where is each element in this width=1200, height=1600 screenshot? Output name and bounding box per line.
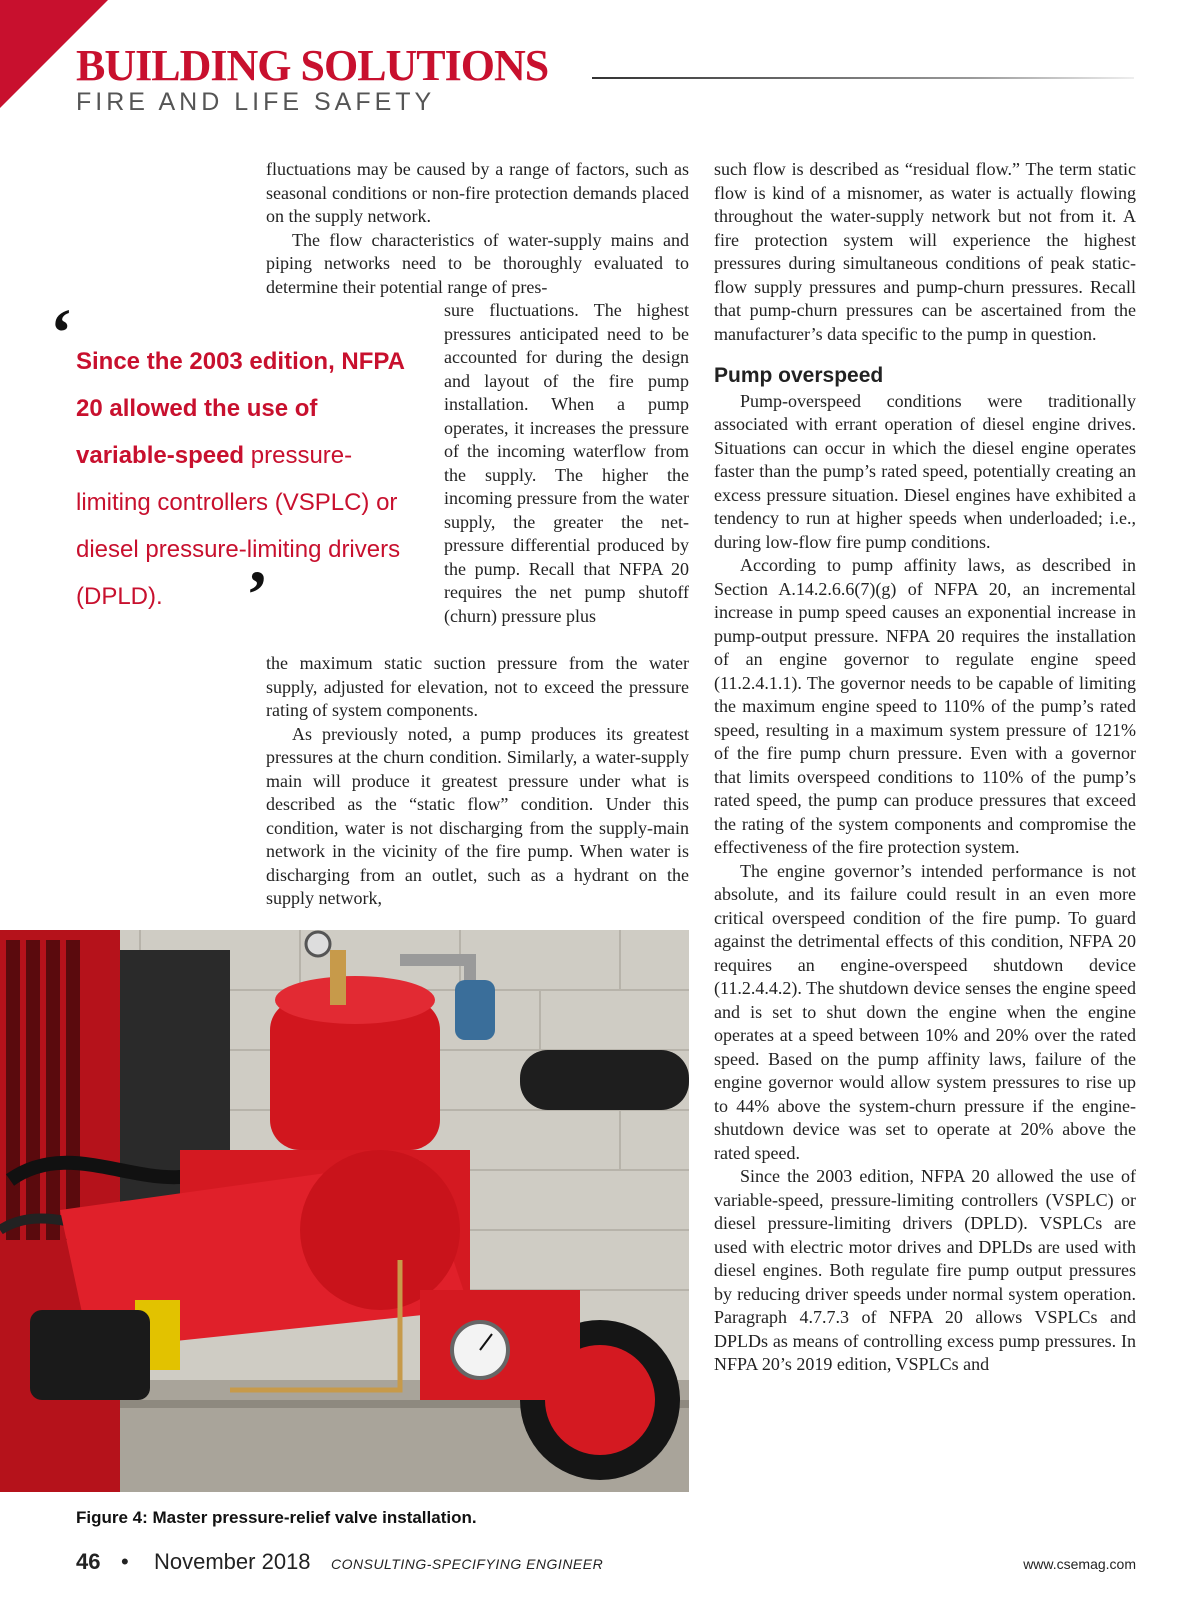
page-number: 46: [76, 1549, 101, 1574]
paragraph: The flow characteristics of water-supply mains and piping networks need to be thoroughly evaluated to determine their potential range of pres-: [266, 229, 689, 297]
open-quote-icon: ‘: [50, 294, 73, 370]
fire-pump-illustration: [0, 930, 689, 1492]
close-quote-icon: ’: [246, 556, 269, 632]
subhead-pump-overspeed: Pump overspeed: [714, 364, 884, 387]
issue-date: November 2018: [154, 1549, 311, 1574]
section-subtitle: FIRE AND LIFE SAFETY: [76, 88, 436, 116]
footer-bullet: •: [121, 1549, 129, 1574]
header-rule: [592, 77, 1134, 79]
magazine-name: CONSULTING-SPECIFYING ENGINEER: [331, 1556, 604, 1572]
fire-pump-photo: [0, 930, 689, 1492]
pull-quote-regular: pressure-limiting controllers (VSPLC) or diesel pressure-limiting drivers (DPLD).: [76, 442, 401, 610]
section-title: BUILDING SOLUTIONS: [76, 41, 549, 90]
website-link[interactable]: www.csemag.com: [1023, 1556, 1136, 1572]
paragraph: Pump-overspeed conditions were traditionally associated with errant operation of diesel engine drives. Situations can occur in which the diesel engine operates faster than the pump’s rated speed, potentially creating an excess pressure situation. Diesel engines have exhibited a tendency to run at higher speeds when underloaded; i.e., during low-flow fire pump conditions.: [714, 390, 1136, 552]
paragraph: As previously noted, a pump produces its greatest pressures at the churn condition. Similarly, a water-supply main will produce it greatest pressure under what is described as the “static flow” condition. Under this condition, water is not discharging from the supply-main network in the vicinity of the fire pump. When water is discharging from an outlet, such as a hydrant on the supply network,: [266, 723, 689, 908]
middle-column-wrap: [444, 299, 689, 628]
paragraph: Since the 2003 edition, NFPA 20 allowed the use of variable-speed, pressure-limiting controllers (VSPLC) or diesel pressure-limiting drivers (DPLD). VSPLCs are used with electric motor drives and DPLDs are used with diesel engines. Both regulate fire pump output pressures by reducing driver speeds under normal system operation. Paragraph 4.7.7.3 of NFPA 20 allows VSPLCs and DPLDs as means of controlling excess pump pressures. In NFPA 20’s 2019 edition, VSPLCs and: [714, 1166, 1136, 1374]
paragraph: The engine governor’s intended performance is not absolute, and its failure could result in an even more critical overspeed condition of the fire pump. To guard against the detrimental effects of this condition, NFPA 20 requires an engine-overspeed shutdown device (11.2.4.4.2). The shutdown device senses the engine speed and is set to shut down the engine when the engine operates at a speed between 10% and 20% over the rated speed. Based on the pump affinity laws, failure of the engine governor would allow system pressures to rise up to 44% above the system-churn pressure if the engine-shutdown device was set to operate at 20% above the rated speed.: [714, 860, 1136, 1163]
paragraph: such flow is described as “residual flow.” The term static flow is kind of a misnomer, as water is actually flowing throughout the water-supply network but not from it. A fire protection system will experience the highest pressures during simultaneous conditions of peak static-flow supply pressures and pump-churn pressures. Recall that pump-churn pressures can be ascertained from the manufacturer’s data specific to the pump in question.: [714, 159, 1136, 344]
paragraph: the maximum static suction pressure from the water supply, adjusted for elevation, not to exceed the pressure rating of system components.: [266, 653, 689, 720]
figure-caption: Figure 4: Master pressure-relief valve installation.: [76, 1508, 477, 1527]
middle-column-top: [266, 158, 689, 299]
pull-quote-bold: Since the 2003 edition, NFPA 20 allowed the use of variable-speed: [76, 348, 405, 469]
right-column: [714, 158, 1136, 1377]
middle-column-bottom: [266, 652, 689, 911]
paragraph: sure fluctuations. The highest pressures anticipated need to be accounted for during the design and layout of the fire pump installation. When a pump operates, it increases the pressure of the incoming waterflow from the supply. The higher the incoming pressure from the water supply, the greater the net-pressure differential produced by the pump. Recall that NFPA 20 requires the net pump shutoff (churn) pressure plus: [444, 300, 689, 626]
paragraph: fluctuations may be caused by a range of factors, such as seasonal conditions or non-fire protection demands placed on the supply network.: [266, 159, 689, 226]
paragraph: According to pump affinity laws, as described in Section A.14.2.6.6(7)(g) of NFPA 20, an incremental increase in pump speed causes an exponential increase in pump-output pressure. NFPA 20 requires the installation of an engine governor to regulate engine speed (11.2.4.1.1). The governor needs to be capable of limiting the maximum engine speed to 110% of the pump’s rated speed, resulting in a maximum system pressure of 121% of the fire pump churn pressure. Even with a governor that limits overspeed conditions to 110% of the pump’s rated speed, the pump can produce pressures that exceed the rating of the system components and compromise the effectiveness of the fire protection system.: [714, 555, 1136, 857]
